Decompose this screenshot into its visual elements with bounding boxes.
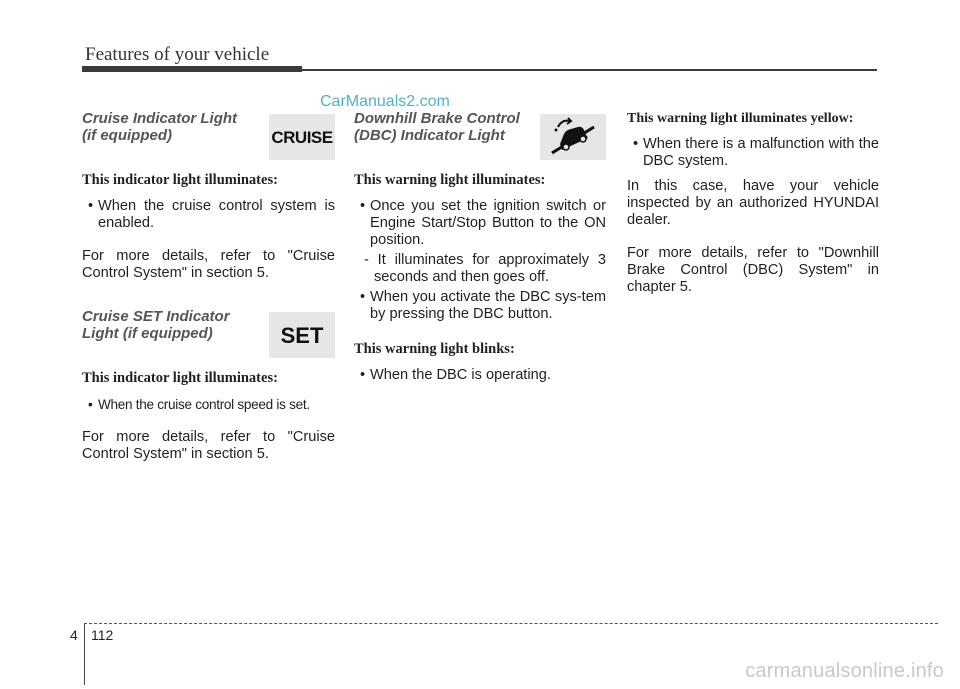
dbc-paragraph-refer: For more details, refer to "Downhill Brake Control (DBC) System" in chapter 5.	[627, 245, 879, 295]
dbc-title-line1: Downhill Brake Control	[354, 110, 520, 127]
set-icon-label: SET	[280, 322, 324, 348]
cruise-title-line2: (if equipped)	[82, 127, 172, 144]
dbc-section-head	[354, 110, 606, 164]
dbc-bullet-ignition: • Once you set the ignition switch or Engine Start/Stop Button to the ON position.	[354, 198, 606, 249]
dbc-subhead-illuminates: This warning light illuminates:	[354, 172, 546, 188]
cruise-indicator-icon	[269, 114, 335, 160]
column-2	[354, 108, 606, 384]
set-section-head	[82, 308, 335, 362]
set-title-line1: Cruise SET Indicator	[82, 308, 230, 325]
page-header-title: Features of your vehicle	[85, 44, 270, 65]
chapter-number: 4	[70, 627, 78, 643]
dbc-bullet-activate: • When you activate the DBC sys-tem by pressing the DBC button.	[354, 289, 606, 323]
dbc-paragraph-inspect: In this case, have your vehicle inspected by an authorized HYUNDAI dealer.	[627, 178, 879, 228]
footer-site-link[interactable]: carmanualsonline.info	[745, 660, 944, 682]
set-subhead: This indicator light illuminates:	[82, 370, 278, 386]
page-number: 112	[91, 627, 114, 643]
cruise-bullet: • When the cruise control system is enabled.	[82, 198, 335, 232]
set-paragraph: For more details, refer to "Cruise Control System" in section 5.	[82, 429, 335, 462]
dbc-car-slope-icon	[548, 117, 598, 157]
footer-rule	[84, 623, 938, 624]
set-title-line2: Light (if equipped)	[82, 325, 213, 342]
column-1	[82, 108, 335, 463]
footer-divider	[84, 623, 86, 685]
cruise-icon-label: CRUISE	[271, 127, 333, 147]
column-3	[627, 108, 879, 296]
header-rule-thin	[302, 69, 877, 71]
dbc-subhead-yellow: This warning light illuminates yellow:	[627, 111, 854, 126]
cruise-set-indicator-icon	[269, 312, 335, 358]
dbc-bullet-operating: • When the DBC is operating.	[354, 367, 606, 384]
header-rule	[82, 66, 302, 72]
dbc-dash-approx: - It illuminates for approximately 3 seconds and then goes off.	[364, 252, 606, 285]
watermark-link[interactable]: CarManuals2.com	[320, 93, 450, 110]
cruise-title-line1: Cruise Indicator Light	[82, 110, 238, 127]
cruise-subhead: This indicator light illuminates:	[82, 172, 278, 188]
set-bullet: • When the cruise control speed is set.	[82, 396, 335, 413]
dbc-indicator-icon	[540, 114, 606, 160]
dbc-title-line2: (DBC) Indicator Light	[354, 127, 505, 144]
cruise-paragraph: For more details, refer to "Cruise Control System" in section 5.	[82, 248, 335, 281]
dbc-subhead-blinks: This warning light blinks:	[354, 341, 515, 357]
dbc-bullet-malfunction: • When there is a malfunction with the DBC system.	[627, 136, 879, 170]
cruise-section-head	[82, 110, 335, 164]
